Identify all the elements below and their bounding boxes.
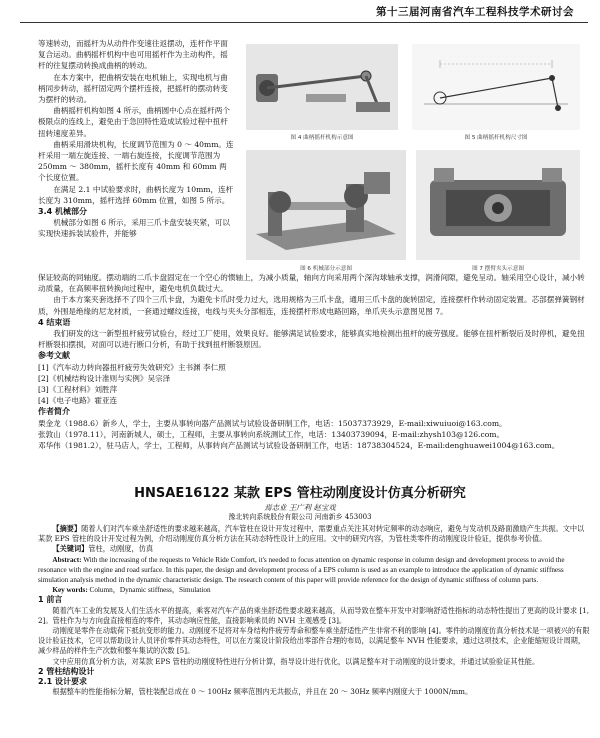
crank-rocker-drawing	[246, 44, 398, 130]
figure-5-caption: 图 5 曲柄摇杆机构尺寸图	[464, 135, 528, 141]
paper-authors: 焉志业 王广利 赵宝戏	[264, 503, 336, 512]
section-4-heading: 4 结束语	[38, 317, 71, 327]
keywords-en-label: Key words:	[52, 586, 88, 595]
figure-4-caption: 图 4 曲柄摇杆机构示意图	[290, 135, 354, 141]
abstract-label: 【摘要】	[52, 524, 82, 533]
abstract-en-label: Abstract:	[52, 555, 82, 564]
section-1-heading: 1 前言	[38, 595, 63, 605]
reference-1: [1]《汽车动力转向器扭杆疲劳失效研究》主书渊 李仁照	[38, 362, 226, 372]
mechanical-assembly-drawing	[246, 150, 406, 260]
header-rule	[20, 22, 588, 23]
author-bio-3: 邓华伟（1981.2），驻马店人，学士，工程师，从事转向产品测试与试验设备研制工作，电话：18738304524，E-mail:denghuawei1004@163.com。	[38, 441, 560, 451]
figure-6-image	[246, 150, 406, 260]
first-paper-continuation	[38, 272, 590, 451]
figure-7-image	[416, 150, 580, 260]
clamp-head-drawing	[416, 150, 580, 260]
left-paragraph-6: 机械部分如图 6 所示，采用三爪卡盘安装夹紧，可以实现快速拆装试验件，并能够	[38, 218, 230, 239]
intro-paragraph-2: 动刚度是零件在动载荷下抵抗变形的能力。动刚度不足将对车身结构件疲劳寿命和整车乘坐舒适性产生非常不利的影响 [4]。零件的动刚度仿真分析技术是一项被兴的有限设计验证技术，它可以帮助设计人员评价零件其动态特性，可以在方案设计阶段给出零部件合理的布局，以满足整车 NVH 性能要求，通过这项技术，企业能缩短设计周期，减少样品的样件生产次数和整车集试的次数 [5]。	[38, 626, 590, 656]
crank-rocker-dimension-drawing	[412, 44, 580, 130]
continued-paragraph: 保证较高的同轴度。摆动端的二爪卡盘固定在一个空心的惯轴上，为减小质量，轴向方向采用两个深沟球轴承支撑，润滑间隙，避免呈动。轴采用空心设计，减小转动质量，在高频率扭转换向过程中，避免电机负载过大。	[38, 273, 585, 294]
left-column	[38, 38, 234, 240]
figure-4-image	[246, 44, 398, 130]
reference-4: [4]《电子电路》霍亚连	[38, 396, 118, 406]
abstract-cn-text: 随着人们对汽车乘坐舒适性的要求越来越高，汽车管柱在设计开发过程中，需要重点关注其对转定频率的动态响应，避免与发动机及路面激励产生共振。文中以某款 EPS 管柱的设计开发过程为例，介绍动刚度仿真分析方法在其动态特性设计上的应用。文中的研究内容，为管柱类零件的动刚度设计验证，提供参考价值。	[38, 524, 585, 544]
intro-paragraph-1: 随着汽车工业的发展及人们生活水平的提高，乘客对汽车产品的乘坐舒适性要求越来越高，从而导致在整车开发中对影响舒适性指标的动态特性提出了更高的设计要求 [1, 2]。管柱作为与方向盘直接相连的零件，其动态响应性能，直接影响乘员的 NVH 主观感受 [3]。	[38, 605, 590, 625]
reference-3: [3]《工程材料》刘胜萍	[38, 385, 118, 395]
paper-title: HNSAE16122 某款 EPS 管柱动刚度设计仿真分析研究	[134, 486, 466, 501]
author-bio-2: 张敦山（1978.11），河南新城人，硕士，工程师，主要从事转向系统测试工作，电话：13403739094，E-mail:zhysh103@126.com。	[38, 429, 505, 439]
left-paragraph-5: 在满足 2.1 中试验要求时，曲柄长度为 10mm，连杆长度为 310mm，摇杆选择 60mm 位置，如图 5 所示。	[38, 184, 234, 205]
figure-6-caption: 图 6 机械部分示意图	[300, 266, 352, 272]
author-bio-heading: 作者简介	[38, 407, 70, 417]
reference-2: [2]《机械结构设计准则与实例》吴宗泽	[38, 373, 171, 383]
figure-5-image	[412, 44, 580, 130]
keywords-en	[38, 585, 590, 595]
section-2-heading: 2 管柱结构设计	[38, 666, 95, 676]
paper-affiliation: 豫北转向系统股份有限公司 河南新乡 453003	[228, 513, 372, 521]
left-paragraph-3: 曲柄摇杆机构如图 4 所示，曲柄圆中心点在摇杆两个极限点的连线上，避免由于急回特性造成试验过程中扭杆扭转速度差异。	[38, 106, 230, 138]
figure-7-caption: 图 7 摆臂夹头示意图	[472, 266, 524, 272]
conclusion-paragraph: 我们研发的这一新型扭杆疲劳试验台，经过工厂使用，效果良好。能够满足试验要求，能够真实地检测出扭杆的疲劳强度。能够在扭杆断裂后及时停机，避免扭杆断裂扣摆损，对面可以进行断口分析，有助于找到扭杆断裂原因。	[38, 329, 585, 350]
references-heading: 参考文献	[38, 351, 70, 361]
page-header	[0, 0, 600, 26]
left-paragraph-2: 在本方案中，把曲柄安装在电机轴上，实现电机与曲柄同步转动，摇杆固定两个摆杆连接，把摇杆的摆动转变为摆杆的转动。	[38, 72, 228, 105]
intro-paragraph-3: 文中应用仿真分析方法，对某款 EPS 管柱的动刚度特性进行分析计算，指导设计进行优化，以满足整车对于动刚度的设计要求，并通过试验验证其性能。	[52, 656, 540, 666]
left-paragraph-1: 等速转动，而摇杆为从动件作变速往返摆动，连杆作平面复合运动。曲柄摇杆机构中也可用摇杆作为主动构件，摇杆的往复摆动转换成曲柄的转动。	[38, 39, 228, 71]
abstract-cn	[38, 524, 590, 544]
journal-title: 第十三届河南省汽车工程科技学术研讨会	[376, 6, 574, 18]
second-paper-body	[38, 524, 590, 697]
left-paragraph-4: 曲柄采用滑块机构，长度调节范围为 0 ～ 40mm。连杆采用一端左旋连接、一端右旋连接，长度调节范围为 250mm ～ 380mm，摇杆长度有 40mm 和 60mm 两个长度位置。	[38, 139, 234, 183]
design-paragraph: 根据整车的性能指标分解，管柱装配总成在 0 ～ 100Hz 频率范围内无共振点，并且在 20 ～ 30Hz 频率内刚度大于 1000N/mm。	[52, 687, 473, 697]
keywords-label: 【关键词】	[52, 544, 89, 554]
section-3-4-heading: 3.4 机械部分	[38, 207, 87, 217]
author-bio-1: 栗金龙（1988.6）新乡人，学士，主要从事转向器产品测试与试验设备研制工作，电话：15037373929，E-mail:xiwuiuoi@163.com。	[38, 418, 507, 428]
keywords-cn	[38, 544, 590, 554]
abstract-en-text: With the increasing of the requests to Vehicle Ride Comfort, it's needed to focus attention on dynamic response in column design and development process to avoid the resonance with the engine and road surface. In this paper, the design and development process of a EPS column is used as an example to introduce the application of dynamic stiffness simulation analysis method in the dynamic characteristic design. The research content of this paper will provide reference for the design of dynamic stiffness of column parts.	[38, 555, 565, 585]
abstract-en	[38, 555, 590, 586]
keywords-cn-text: 管柱，动刚度，仿真	[88, 544, 154, 554]
section-2-1-heading: 2.1 设计要求	[38, 677, 87, 687]
clamp-paragraph: 由于本方案夹套选择不了四个三爪卡盘，为避免卡爪时受力过大，选用规格为三爪卡盘，通用三爪卡盘的旋转固定，连接摆杆作转动固定装置。芯部摆弹簧钢材质，外围是绝缘的尼龙材质，一套通过螺纹连接，电线与夹头分部相连，连接摆杆形成电路回路，单爪夹头示意图见图 7。	[38, 295, 585, 316]
keywords-en-text: Column，Dynamic stiffness，Simulation	[89, 586, 211, 595]
